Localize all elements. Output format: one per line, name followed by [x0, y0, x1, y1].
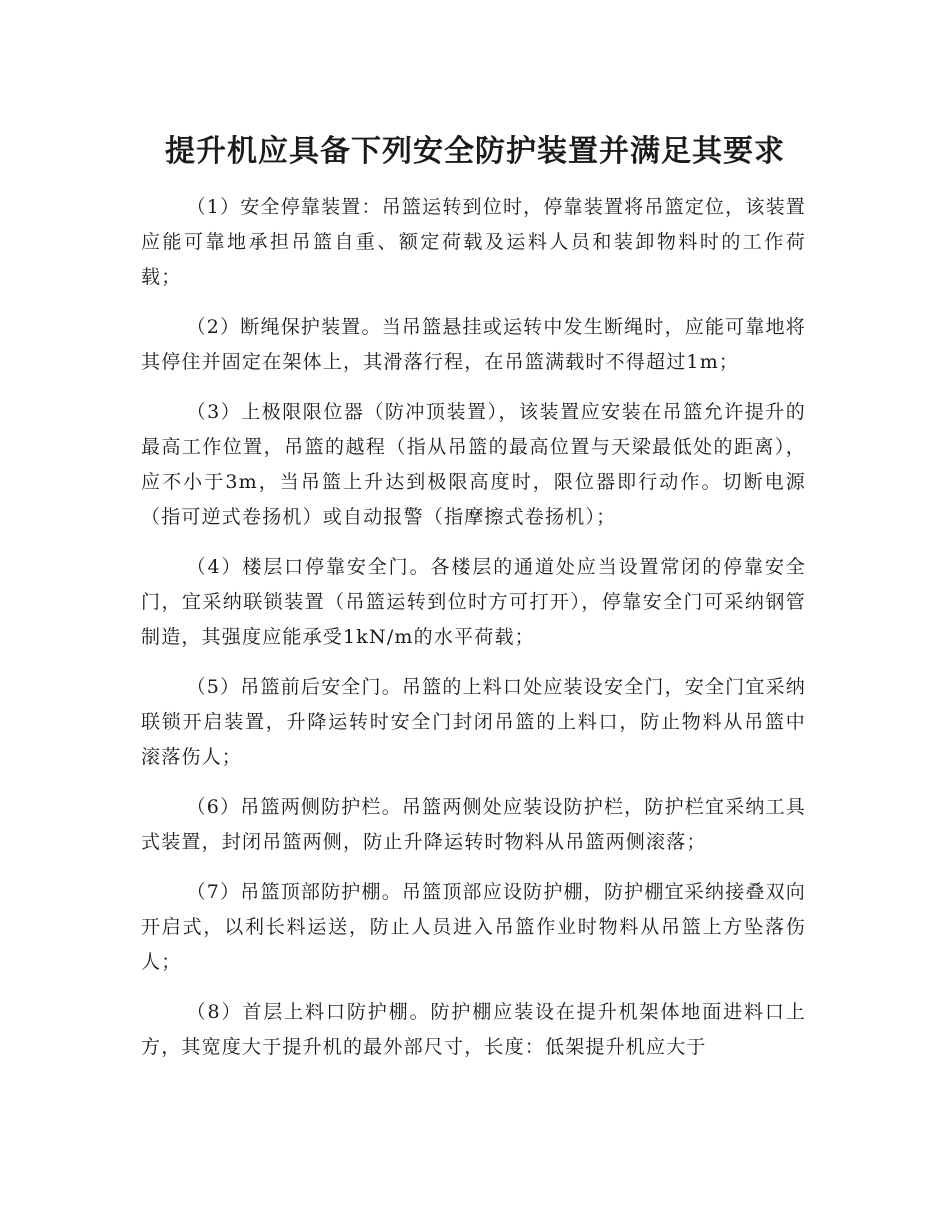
paragraph-3: （3）上极限限位器（防冲顶装置），该装置应安装在吊篮允许提升的最高工作位置，吊篮的越程（指从吊篮的最高位置与天梁最低处的距离），应不小于3m，当吊篮上升达到极限高度时，限位器即行动作。切断电源（指可逆式卷扬机）或自动报警（指摩擦式卷扬机）； — [141, 401, 806, 528]
document-body — [141, 190, 806, 1080]
paragraph-5: （5）吊篮前后安全门。吊篮的上料口处应装设安全门，安全门宜采纳联锁开启装置，升降运转时安全门封闭吊篮的上料口，防止物料从吊篮中滚落伤人； — [141, 676, 806, 768]
paragraph-8: （8）首层上料口防护棚。防护棚应装设在提升机架体地面进料口上方，其宽度大于提升机的最外部尺寸，长度：低架提升机应大于 — [141, 1001, 806, 1058]
paragraph-6: （6）吊篮两侧防护栏。吊篮两侧处应装设防护栏，防护栏宜采纳工具式装置，封闭吊篮两侧，防止升降运转时物料从吊篮两侧滚落； — [141, 796, 806, 853]
paragraph-4: （4）楼层口停靠安全门。各楼层的通道处应当设置常闭的停靠安全门，宜采纳联锁装置（吊篮运转到位时方可打开），停靠安全门可采纳钢管制造，其强度应能承受1kN/m的水平荷载； — [141, 556, 806, 648]
paragraph-1: （1）安全停靠装置：吊篮运转到位时，停靠装置将吊篮定位，该装置应能可靠地承担吊篮自重、额定荷载及运料人员和装卸物料时的工作荷载； — [141, 196, 806, 288]
paragraph-7: （7）吊篮顶部防护棚。吊篮顶部应设防护棚，防护棚宜采纳接叠双向开启式，以利长料运送，防止人员进入吊篮作业时物料从吊篮上方坠落伤人； — [141, 881, 806, 973]
document-title: 提升机应具备下列安全防护装置并满足其要求 — [165, 134, 785, 170]
paragraph-2: （2）断绳保护装置。当吊篮悬挂或运转中发生断绳时，应能可靠地将其停住并固定在架体上，其滑落行程，在吊篮满载时不得超过1m； — [141, 316, 806, 373]
